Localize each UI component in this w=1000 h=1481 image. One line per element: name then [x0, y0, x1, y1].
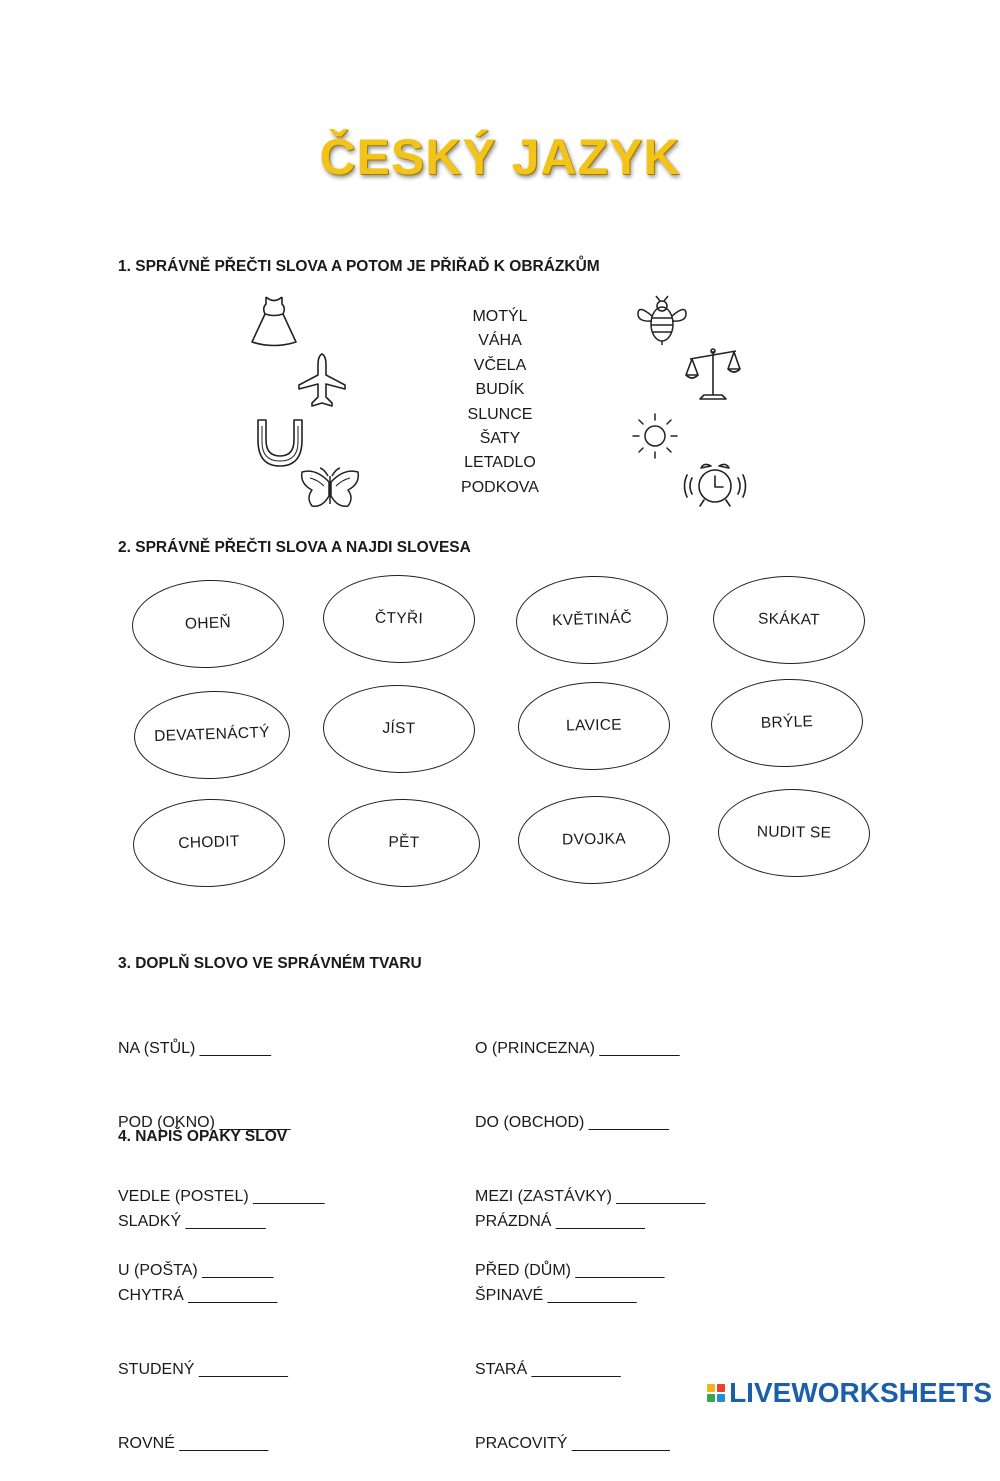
oval-word[interactable]: OHEŇ [131, 577, 286, 670]
oval-word[interactable]: DVOJKA [517, 795, 671, 886]
page-title: ČESKÝ JAZYK [319, 129, 681, 185]
oval-word[interactable]: BRÝLE [710, 676, 865, 769]
fill-line[interactable]: VEDLE (POSTEL) ________ [118, 1187, 325, 1205]
word-item: PODKOVA [461, 478, 539, 496]
section-3-heading: 3. DOPLŇ SLOVO VE SPRÁVNÉM TVARU [118, 955, 422, 972]
word-item: VÁHA [478, 332, 522, 350]
logo-icon [707, 1384, 725, 1402]
fill-line[interactable]: U (POŠTA) ________ [118, 1261, 274, 1279]
fill-line[interactable]: PRÁZDNÁ __________ [475, 1213, 645, 1231]
section-2-heading: 2. SPRÁVNĚ PŘEČTI SLOVA A NAJDI SLOVESA [118, 539, 471, 556]
oval-word[interactable]: LAVICE [517, 681, 671, 772]
fill-line[interactable]: MEZI (ZASTÁVKY) __________ [475, 1187, 706, 1205]
bee-icon[interactable] [634, 294, 690, 346]
brand-name: LIVEWORKSHEETS [729, 1377, 992, 1408]
sun-icon[interactable] [630, 411, 680, 461]
word-item: MOTÝL [472, 308, 528, 325]
fill-line[interactable]: O (PRINCEZNA) _________ [475, 1040, 680, 1058]
word-item: BUDÍK [475, 381, 525, 399]
oval-word[interactable]: CHODIT [132, 796, 287, 889]
section-4-heading: 4. NAPIŠ OPAKY SLOV [118, 1128, 288, 1145]
word-item: SLUNCE [467, 405, 533, 423]
opposites-right-column [475, 1161, 670, 1481]
oval-word[interactable]: KVĚTINÁČ [515, 573, 670, 666]
fill-line[interactable]: SLADKÝ _________ [118, 1213, 266, 1231]
fill-line[interactable]: CHYTRÁ __________ [118, 1286, 278, 1304]
fill-line[interactable]: ŠPINAVÉ __________ [475, 1286, 637, 1304]
oval-word[interactable]: ČTYŘI [322, 574, 476, 665]
opposites-left-column [118, 1161, 288, 1481]
liveworksheets-logo[interactable] [707, 1378, 992, 1408]
dress-icon[interactable] [248, 294, 300, 352]
fill-line[interactable]: POD (OKNO) ________ [118, 1113, 291, 1131]
fill-line[interactable]: DO (OBCHOD) _________ [475, 1113, 669, 1131]
butterfly-icon[interactable] [298, 466, 362, 512]
oval-word[interactable]: SKÁKAT [712, 575, 866, 666]
fill-line[interactable]: NA (STŮL) ________ [118, 1040, 271, 1058]
alarm-clock-icon[interactable] [682, 458, 748, 510]
airplane-icon[interactable] [296, 351, 348, 411]
fill-line[interactable]: ROVNÉ __________ [118, 1434, 269, 1452]
word-item: VČELA [473, 356, 527, 374]
word-list [430, 305, 570, 500]
section-1-heading: 1. SPRÁVNĚ PŘEČTI SLOVA A POTOM JE PŘIŘAĎ K OBRÁZKŮM [118, 258, 600, 275]
scale-icon[interactable] [684, 345, 742, 403]
oval-word[interactable]: JÍST [322, 684, 476, 775]
fill-line[interactable]: PŘED (DŮM) __________ [475, 1261, 665, 1279]
word-item: ŠATY [479, 430, 521, 448]
fill-line[interactable]: STUDENÝ __________ [118, 1360, 288, 1378]
word-item: LETADLO [464, 454, 536, 472]
oval-word[interactable]: DEVATENÁCTÝ [133, 688, 292, 781]
oval-word[interactable]: NUDIT SE [717, 788, 871, 879]
horseshoe-icon[interactable] [252, 416, 308, 470]
fill-line[interactable]: PRACOVITÝ ___________ [475, 1434, 670, 1452]
fill-line[interactable]: STARÁ __________ [475, 1360, 621, 1378]
oval-word[interactable]: PĚT [327, 798, 481, 889]
